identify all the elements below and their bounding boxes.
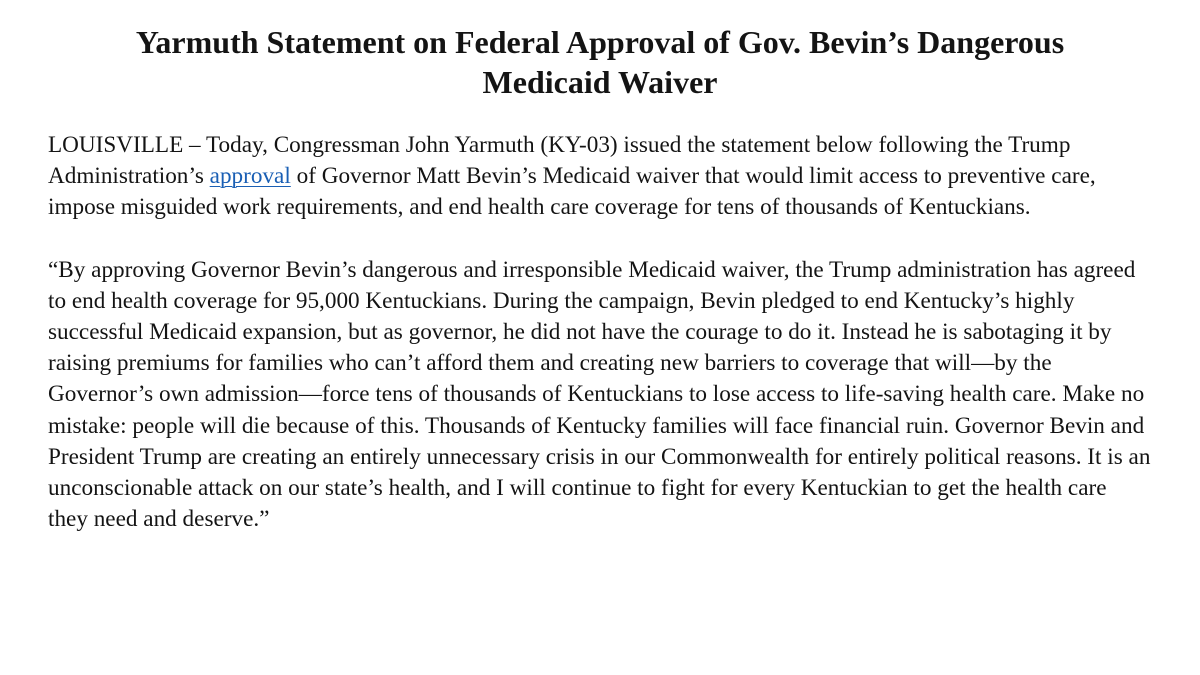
quote-paragraph: “By approving Governor Bevin’s dangerous and irresponsible Medicaid waiver, the Trump administration has agreed to end health coverage for 95,000 Kentuckians. During the campaign, Bevin pledged to end Kentucky’s highly successful Medicaid expansion, but as governor, he did not have the courage to do it. Instead he is sabotaging it by raising premiums for families who can’t afford them and creating new barriers to coverage that will—by the Governor’s own admission—force tens of thousands of Kentuckians to lose access to life-saving health care. Make no mistake: people will die because of this. Thousands of Kentucky families will face financial ruin. Governor Bevin and President Trump are creating an entirely unnecessary crisis in our Commonwealth for entirely political reasons. It is an unconscionable attack on our state’s health, and I will continue to fight for every Kentuckian to get the health care they need and deserve.” xyxy=(48,256,1151,533)
headline-line-1: Yarmuth Statement on Federal Approval of Gov. Bevin’s Dangerous xyxy=(135,24,1065,60)
intro-text-before-link: LOUISVILLE – Today, Congressman John Yarmuth (KY-03) issued the statement below following the Trump Administration’s xyxy=(48,132,1071,190)
approval-link[interactable]: approval xyxy=(209,163,291,190)
headline-line-2: Medicaid Waiver xyxy=(482,64,718,100)
intro-paragraph xyxy=(48,130,1152,224)
intro-text-after-link: of Governor Matt Bevin’s Medicaid waiver that would limit access to preventive care, impose misguided work requirements, and end health care coverage for tens of thousands of Kentuckians. xyxy=(48,163,1096,221)
headline xyxy=(48,22,1152,102)
